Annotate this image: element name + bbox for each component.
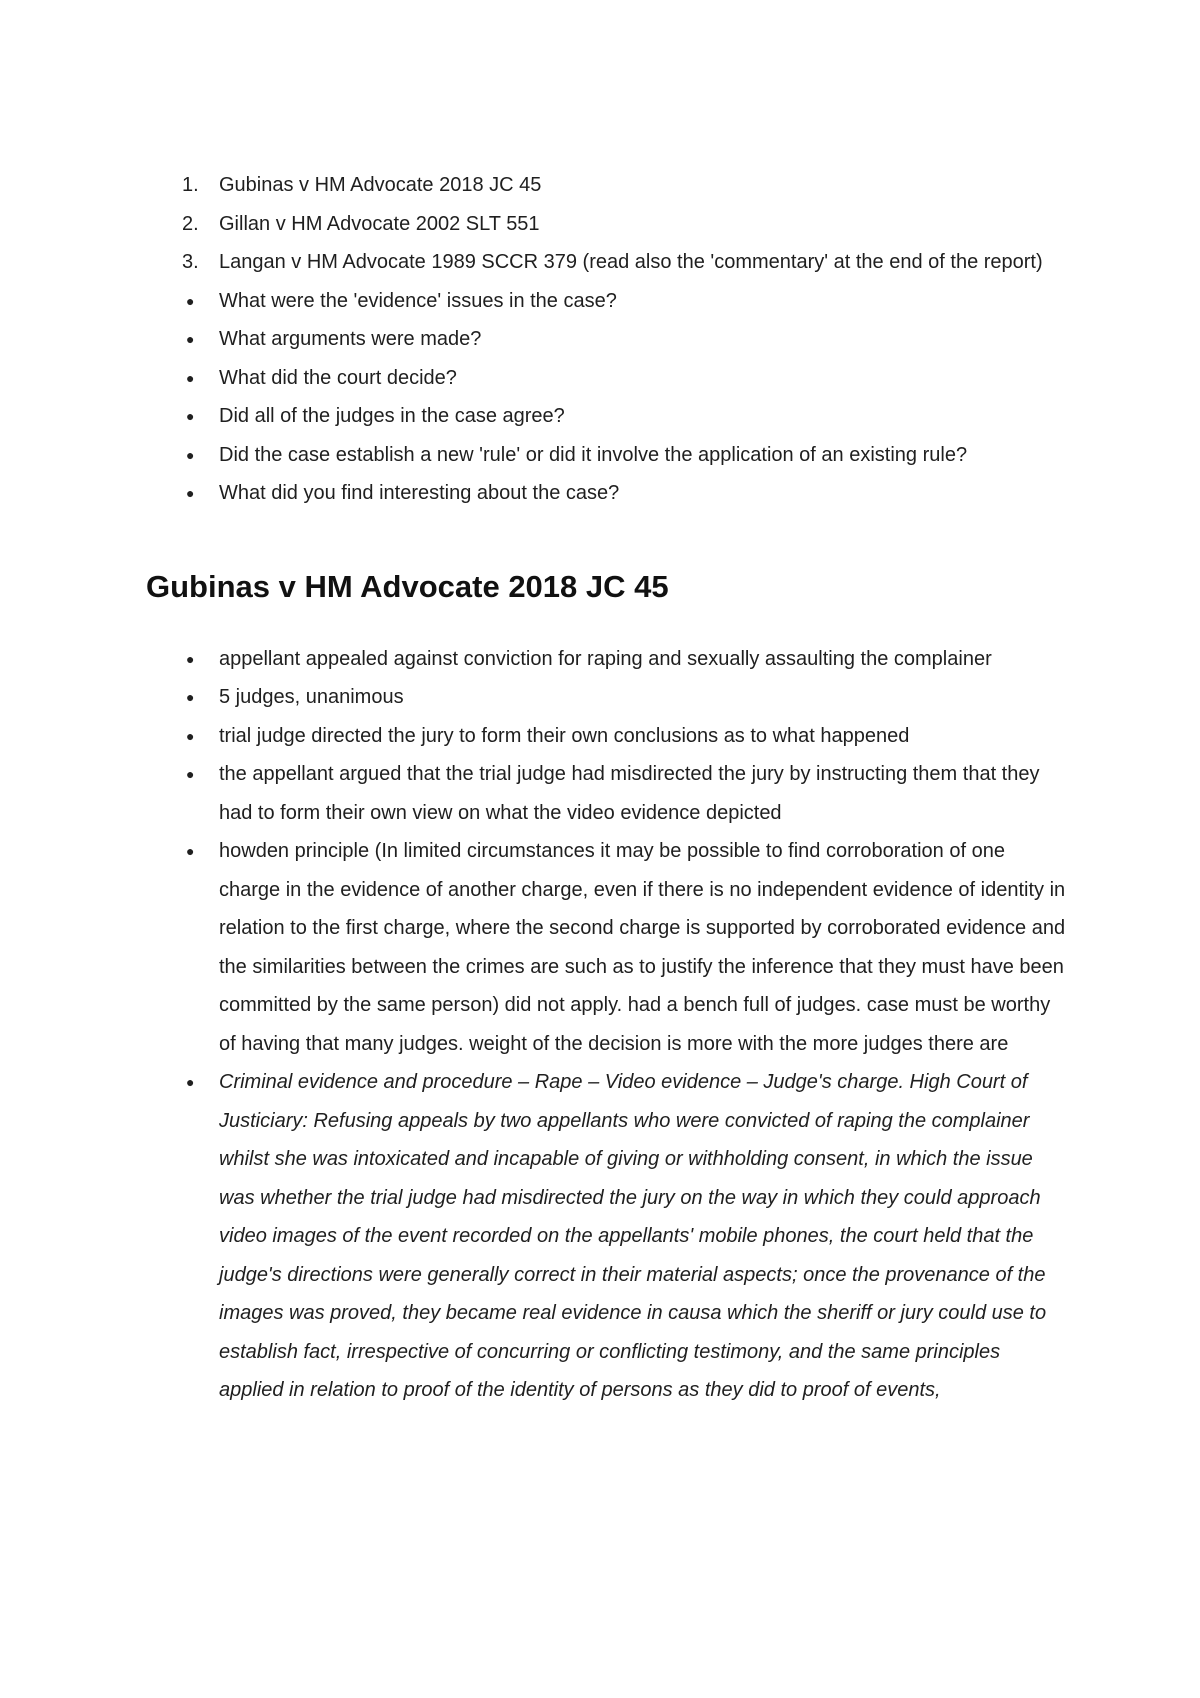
bullet-icon: ● <box>186 689 195 705</box>
question-item <box>146 397 1066 436</box>
bullet-icon: ● <box>186 485 195 501</box>
question-item <box>146 282 1066 321</box>
case-title: Gubinas v HM Advocate 2018 JC 45 <box>219 174 542 196</box>
list-number: 3. <box>182 251 199 273</box>
question-text: What arguments were made? <box>219 328 482 350</box>
note-item <box>146 678 1066 717</box>
bullet-icon: ● <box>186 727 195 744</box>
case-notes-list <box>146 640 1066 1410</box>
bullet-icon: ● <box>186 843 195 859</box>
bullet-icon: ● <box>186 650 195 667</box>
case-list-item <box>146 243 1066 282</box>
note-item <box>146 832 1066 1063</box>
note-text: trial judge directed the jury to form their own conclusions as to what happened <box>219 724 910 747</box>
bullet-icon: ● <box>186 369 195 386</box>
note-text: howden principle (In limited circumstances it may be possible to find corroboration of one charge in the evidence of another charge, even if there is no independent evidence of identity in relation to the first charge, where the second charge is supported by corroborated evidence and the similarities between the crimes are such as to justify the inference that they must have been committed by the same person) did not apply. had a bench full of judges. case must be worthy of having that many judges. weight of the decision is more with the more judges there are <box>219 840 1066 1055</box>
question-list <box>146 282 1066 513</box>
note-item <box>146 755 1066 832</box>
case-list-item <box>146 166 1066 205</box>
bullet-icon: ● <box>186 331 195 347</box>
note-text: appellant appealed against conviction for raping and sexually assaulting the complainer <box>219 647 992 670</box>
note-item <box>146 717 1066 756</box>
bullet-icon: ● <box>186 766 195 782</box>
case-title: Gillan v HM Advocate 2002 SLT 551 <box>219 212 540 235</box>
question-item <box>146 320 1066 359</box>
note-text: 5 judges, unanimous <box>219 686 404 708</box>
document-content <box>146 166 1066 1410</box>
section-heading: Gubinas v HM Advocate 2018 JC 45 <box>146 568 669 604</box>
question-text: What did the court decide? <box>219 366 457 389</box>
case-list <box>146 166 1066 282</box>
note-item <box>146 640 1066 679</box>
question-item <box>146 474 1066 513</box>
question-text: Did all of the judges in the case agree? <box>219 405 565 427</box>
headnote-item <box>146 1063 1066 1410</box>
question-text: Did the case establish a new 'rule' or did it involve the application of an existing rule? <box>219 443 968 466</box>
question-text: What did you find interesting about the case? <box>219 482 620 504</box>
question-text: What were the 'evidence' issues in the case? <box>219 289 617 312</box>
bullet-icon: ● <box>186 408 195 424</box>
list-number: 2. <box>182 212 199 235</box>
headnote-text: Criminal evidence and procedure – Rape – Video evidence – Judge's charge. High Court of Justiciary: Refusing appeals by two appellants who were convicted of raping the complainer whilst she was intoxicated and incapable of giving or withholding consent, in which the issue was whether the trial judge had misdirected the jury on the way in which they could approach video images of the event recorded on the appellants' mobile phones, the court held that the judge's directions were generally correct in their material aspects; once the provenance of the images was proved, they became real evidence in causa which the sheriff or jury could use to establish fact, irrespective of concurring or conflicting testimony, and the same principles applied in relation to proof of the identity of persons as they did to proof of events, <box>219 1071 1047 1401</box>
bullet-icon: ● <box>186 292 195 309</box>
case-list-item <box>146 205 1066 244</box>
note-text: the appellant argued that the trial judge had misdirected the jury by instructing them that they had to form their own view on what the video evidence depicted <box>219 763 1040 824</box>
case-title: Langan v HM Advocate 1989 SCCR 379 (read also the 'commentary' at the end of the report) <box>219 251 1043 273</box>
bullet-icon: ● <box>186 1074 195 1090</box>
question-item <box>146 359 1066 398</box>
list-number: 1. <box>182 174 199 196</box>
question-item <box>146 436 1066 475</box>
bullet-icon: ● <box>186 446 195 463</box>
